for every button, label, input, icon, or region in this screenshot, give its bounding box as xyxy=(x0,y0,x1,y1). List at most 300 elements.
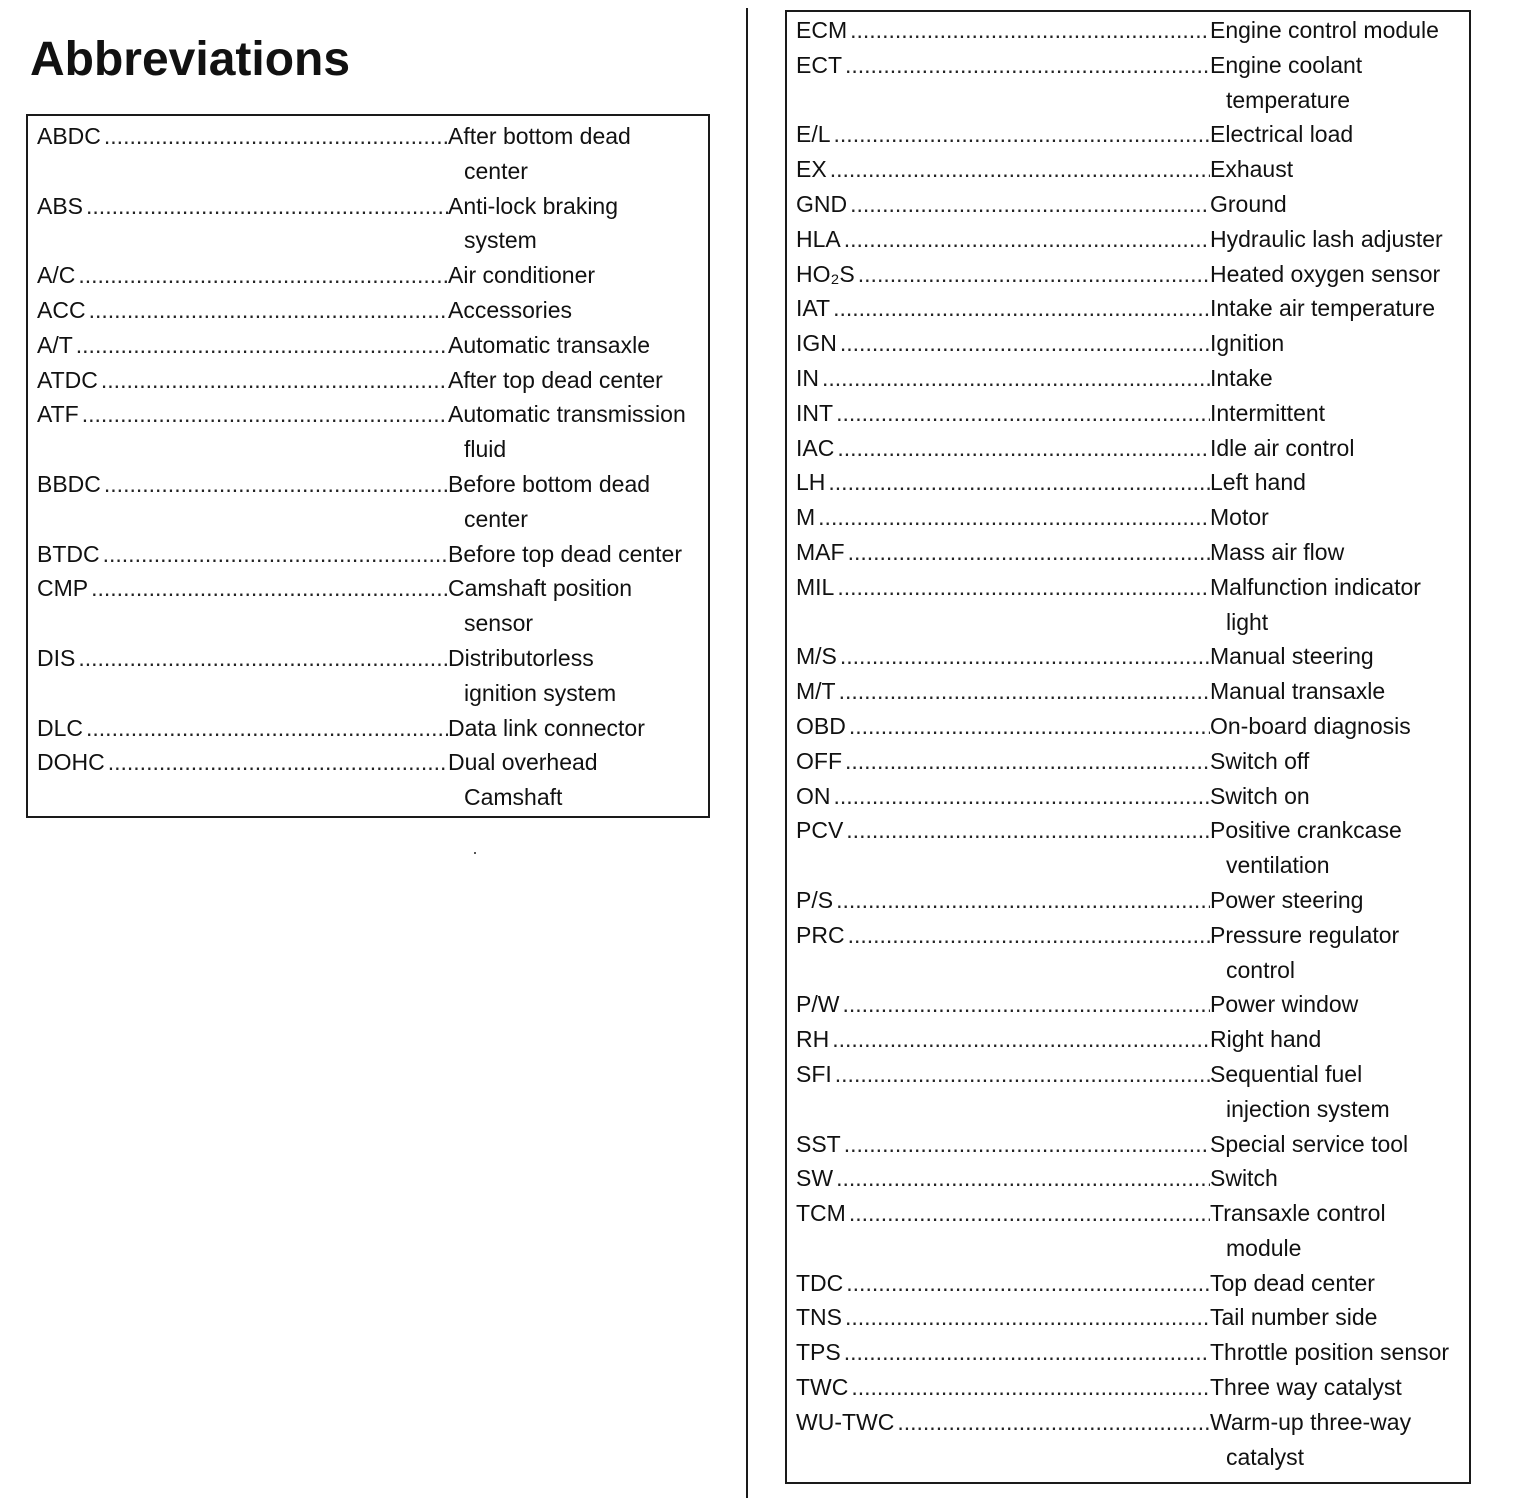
abbreviation-term: M/T xyxy=(796,678,836,705)
meaning-line-1: Intake air temperature xyxy=(1210,295,1436,322)
abbreviation-row xyxy=(787,326,1469,361)
dot-leader xyxy=(89,293,448,328)
abbreviation-term: DOHC xyxy=(37,749,105,776)
abbreviation-term-cell xyxy=(787,674,1210,709)
meaning-line-1: After top dead center xyxy=(448,366,663,393)
abbreviation-row xyxy=(787,639,1469,674)
abbreviation-meaning xyxy=(1210,813,1465,883)
abbreviation-row xyxy=(787,674,1469,709)
dot-leader xyxy=(830,152,1210,187)
meaning-line-2: Camshaft xyxy=(464,784,563,811)
abbreviation-term: TWC xyxy=(796,1374,849,1401)
dot-leader xyxy=(844,1335,1210,1370)
abbreviation-row xyxy=(28,641,708,711)
abbreviation-row xyxy=(787,1022,1469,1057)
dot-leader xyxy=(848,535,1210,570)
dot-leader xyxy=(834,779,1211,814)
abbreviation-term-cell xyxy=(28,397,448,467)
abbreviation-term: CMP xyxy=(37,575,89,602)
abbreviation-row xyxy=(787,257,1469,292)
abbreviation-term-cell xyxy=(787,1196,1210,1266)
abbreviation-term-cell xyxy=(787,117,1210,152)
meaning-line-1: Intake xyxy=(1210,364,1273,391)
abbreviation-row xyxy=(28,328,708,363)
abbreviation-term: IAT xyxy=(796,295,831,322)
abbreviation-row xyxy=(787,1405,1469,1475)
abbreviation-term-cell xyxy=(787,48,1210,118)
abbreviation-term-cell xyxy=(28,363,448,398)
abbreviation-row xyxy=(787,813,1469,883)
abbreviation-meaning xyxy=(1210,779,1465,814)
abbreviation-term: ABDC xyxy=(37,123,101,149)
abbreviation-meaning xyxy=(1210,570,1465,640)
abbreviation-row xyxy=(28,258,708,293)
meaning-line-1: Automatic transmission xyxy=(448,401,686,428)
dot-leader xyxy=(845,1300,1210,1335)
abbreviation-term-cell xyxy=(787,1022,1210,1057)
abbreviation-meaning xyxy=(1210,361,1465,396)
abbreviation-row xyxy=(787,431,1469,466)
dot-leader xyxy=(834,117,1210,152)
abbreviation-term-cell xyxy=(787,535,1210,570)
abbreviation-term-cell xyxy=(28,537,448,572)
abbreviation-row xyxy=(787,187,1469,222)
dot-leader xyxy=(851,1370,1210,1405)
dot-leader xyxy=(78,641,448,676)
dot-leader xyxy=(839,674,1210,709)
abbreviation-meaning xyxy=(1210,431,1465,466)
abbreviation-term: ON xyxy=(796,782,831,809)
dot-leader xyxy=(846,813,1210,848)
abbreviations-table-right xyxy=(785,10,1471,1484)
meaning-line-1: Top dead center xyxy=(1210,1269,1375,1296)
meaning-line-2: fluid xyxy=(464,436,507,463)
abbreviation-meaning xyxy=(1210,465,1465,500)
abbreviation-row xyxy=(787,987,1469,1022)
dot-leader xyxy=(833,291,1210,326)
dot-leader xyxy=(849,1196,1210,1231)
abbreviation-term-cell xyxy=(787,639,1210,674)
meaning-line-1: Special service tool xyxy=(1210,1130,1409,1157)
abbreviation-term-cell xyxy=(787,187,1210,222)
abbreviation-meaning xyxy=(1210,1335,1465,1370)
meaning-line-2: light xyxy=(1226,608,1269,635)
dot-leader xyxy=(828,465,1210,500)
meaning-line-1: Sequential fuel xyxy=(1210,1060,1363,1087)
abbreviation-meaning xyxy=(1210,674,1465,709)
meaning-line-2: module xyxy=(1226,1234,1302,1261)
meaning-line-1: Switch xyxy=(1210,1165,1278,1192)
dot-leader xyxy=(103,537,448,572)
abbreviation-term: E/L xyxy=(796,121,831,148)
abbreviation-meaning xyxy=(448,745,698,815)
meaning-line-1: Three way catalyst xyxy=(1210,1374,1402,1401)
abbreviation-row xyxy=(787,883,1469,918)
column-divider xyxy=(746,8,748,1498)
abbreviation-term: IGN xyxy=(796,330,837,357)
abbreviation-term: WU-TWC xyxy=(796,1408,895,1435)
abbreviation-row xyxy=(28,189,708,259)
meaning-line-1: Switch on xyxy=(1210,782,1310,809)
abbreviation-row xyxy=(28,711,708,746)
abbreviation-meaning xyxy=(1210,291,1465,326)
dot-leader xyxy=(844,1127,1210,1162)
abbreviation-term-cell xyxy=(787,813,1210,883)
abbreviation-term-cell xyxy=(787,779,1210,814)
abbreviation-term-cell xyxy=(787,257,1210,292)
abbreviation-term: SW xyxy=(796,1165,834,1192)
abbreviation-row xyxy=(787,48,1469,118)
meaning-line-1: Exhaust xyxy=(1210,156,1294,183)
abbreviation-row xyxy=(28,363,708,398)
abbreviation-term-cell xyxy=(787,918,1210,988)
abbreviation-meaning xyxy=(448,119,698,189)
abbreviation-meaning xyxy=(1210,744,1465,779)
abbreviation-row xyxy=(28,467,708,537)
abbreviation-row xyxy=(787,1335,1469,1370)
abbreviation-meaning xyxy=(448,571,698,641)
abbreviation-term: DLC xyxy=(37,714,84,741)
page-title: Abbreviations xyxy=(30,33,351,86)
meaning-line-2: sensor xyxy=(464,610,534,637)
abbreviation-term: ECM xyxy=(796,17,848,43)
abbreviation-term: DIS xyxy=(37,644,76,671)
abbreviation-term: TCM xyxy=(796,1200,846,1227)
meaning-line-1: Power window xyxy=(1210,991,1359,1018)
abbreviation-term-cell xyxy=(28,467,448,537)
abbreviation-term: SFI xyxy=(796,1060,832,1087)
abbreviation-term: P/W xyxy=(796,991,840,1018)
meaning-line-1: Transaxle control xyxy=(1210,1200,1386,1227)
abbreviation-row xyxy=(787,1300,1469,1335)
abbreviation-term-cell xyxy=(787,1161,1210,1196)
meaning-line-1: Idle air control xyxy=(1210,434,1355,461)
meaning-line-1: Anti-lock braking xyxy=(448,192,619,219)
abbreviation-term-cell xyxy=(28,711,448,746)
dot-leader xyxy=(837,570,1210,605)
abbreviation-row xyxy=(787,744,1469,779)
abbreviation-row xyxy=(28,537,708,572)
abbreviation-term-cell xyxy=(787,291,1210,326)
abbreviation-row xyxy=(787,1057,1469,1127)
abbreviation-term-cell xyxy=(28,119,448,189)
abbreviation-meaning xyxy=(448,397,698,467)
abbreviation-meaning xyxy=(1210,709,1465,744)
dot-leader xyxy=(837,431,1210,466)
abbreviation-term-cell xyxy=(787,1335,1210,1370)
abbreviation-meaning xyxy=(448,467,698,537)
meaning-line-1: Electrical load xyxy=(1210,121,1354,148)
abbreviation-term: TNS xyxy=(796,1304,842,1331)
abbreviation-row xyxy=(787,396,1469,431)
abbreviation-row xyxy=(787,361,1469,396)
abbreviation-term-cell xyxy=(787,1405,1210,1475)
dot-leader xyxy=(104,467,448,502)
abbreviation-row xyxy=(787,13,1469,48)
abbreviation-term-cell xyxy=(28,571,448,641)
dot-leader xyxy=(101,363,448,398)
abbreviation-term-cell xyxy=(787,396,1210,431)
meaning-line-1: Before top dead center xyxy=(448,540,682,567)
meaning-line-1: Switch off xyxy=(1210,747,1310,774)
meaning-line-1: Automatic transaxle xyxy=(448,331,650,358)
abbreviation-term-cell xyxy=(787,152,1210,187)
meaning-line-2: control xyxy=(1226,956,1296,983)
abbreviation-term: INT xyxy=(796,399,834,426)
abbreviation-term-cell xyxy=(28,293,448,328)
dot-leader xyxy=(858,257,1210,292)
abbreviation-row xyxy=(787,1161,1469,1196)
meaning-line-2: center xyxy=(464,157,528,184)
dot-leader xyxy=(897,1405,1210,1440)
abbreviation-row xyxy=(28,571,708,641)
meaning-line-1: Heated oxygen sensor xyxy=(1210,260,1441,287)
abbreviation-term: SST xyxy=(796,1130,841,1157)
abbreviation-term: LH xyxy=(796,469,826,496)
abbreviation-row xyxy=(787,291,1469,326)
abbreviation-term-cell xyxy=(28,641,448,711)
abbreviation-row xyxy=(28,119,708,189)
abbreviation-meaning xyxy=(1210,987,1465,1022)
meaning-line-1: Air conditioner xyxy=(448,262,596,289)
abbreviation-meaning xyxy=(1210,1266,1465,1301)
abbreviation-term: IN xyxy=(796,364,819,391)
abbreviation-row xyxy=(787,1266,1469,1301)
abbreviation-meaning xyxy=(1210,1057,1465,1127)
dot-leader xyxy=(842,987,1210,1022)
abbreviation-term: ACC xyxy=(37,296,86,323)
abbreviation-term: ATDC xyxy=(37,366,98,393)
abbreviation-term-cell xyxy=(787,361,1210,396)
abbreviation-meaning xyxy=(1210,117,1465,152)
abbreviation-term: A/T xyxy=(37,331,73,358)
meaning-line-1: Accessories xyxy=(448,296,572,323)
dot-leader xyxy=(86,189,448,224)
abbreviation-meaning xyxy=(448,711,698,746)
dot-leader xyxy=(848,918,1210,953)
meaning-line-1: Manual transaxle xyxy=(1210,678,1386,705)
abbreviation-meaning xyxy=(448,537,698,572)
abbreviation-row xyxy=(787,1370,1469,1405)
abbreviation-meaning xyxy=(1210,48,1465,118)
dot-leader xyxy=(108,745,448,780)
abbreviation-term-cell xyxy=(787,1127,1210,1162)
abbreviation-meaning xyxy=(448,328,698,363)
abbreviation-row xyxy=(787,709,1469,744)
meaning-line-1: Dual overhead xyxy=(448,749,598,776)
dot-leader xyxy=(840,639,1210,674)
abbreviation-term: MAF xyxy=(796,538,845,565)
abbreviation-row xyxy=(28,293,708,328)
abbreviation-term-cell xyxy=(787,570,1210,640)
dot-leader xyxy=(846,1266,1210,1301)
abbreviation-term-cell xyxy=(787,1057,1210,1127)
abbreviation-meaning xyxy=(1210,883,1465,918)
abbreviation-row xyxy=(787,1127,1469,1162)
abbreviation-meaning xyxy=(448,641,698,711)
abbreviation-term-cell xyxy=(787,326,1210,361)
abbreviation-term-cell xyxy=(787,222,1210,257)
abbreviation-term-cell xyxy=(28,189,448,259)
dot-leader xyxy=(845,48,1210,83)
abbreviation-meaning xyxy=(1210,1405,1465,1475)
meaning-line-1: Motor xyxy=(1210,504,1269,531)
abbreviation-row xyxy=(787,117,1469,152)
abbreviation-meaning xyxy=(448,293,698,328)
dot-leader xyxy=(76,328,448,363)
meaning-line-1: Ground xyxy=(1210,190,1287,217)
abbreviation-term: PRC xyxy=(796,921,845,948)
meaning-line-1: Manual steering xyxy=(1210,643,1374,670)
dot-leader xyxy=(845,744,1210,779)
abbreviation-term: EX xyxy=(796,156,827,183)
meaning-line-1: Data link connector xyxy=(448,714,645,741)
dot-leader xyxy=(82,397,448,432)
meaning-line-1: Throttle position sensor xyxy=(1210,1339,1450,1366)
abbreviation-meaning xyxy=(1210,257,1465,292)
abbreviation-meaning xyxy=(448,189,698,259)
abbreviation-term: A/C xyxy=(37,262,76,289)
meaning-line-1: Right hand xyxy=(1210,1026,1322,1053)
meaning-line-2: system xyxy=(464,227,537,254)
abbreviation-row xyxy=(787,222,1469,257)
abbreviation-row xyxy=(787,465,1469,500)
abbreviation-meaning xyxy=(1210,1196,1465,1266)
abbreviation-term-cell xyxy=(28,328,448,363)
dot-leader xyxy=(836,1161,1210,1196)
abbreviation-meaning xyxy=(1210,152,1465,187)
meaning-line-1: Pressure regulator xyxy=(1210,921,1400,948)
abbreviation-meaning xyxy=(1210,1161,1465,1196)
abbreviation-meaning xyxy=(1210,1370,1465,1405)
abbreviation-term: M xyxy=(796,504,816,531)
abbreviation-term: BTDC xyxy=(37,540,100,567)
abbreviation-term-cell xyxy=(787,1266,1210,1301)
dot-leader xyxy=(844,222,1210,257)
abbreviation-term-cell xyxy=(787,1370,1210,1405)
abbreviation-row xyxy=(28,745,708,815)
abbreviation-term-cell xyxy=(787,987,1210,1022)
dot-leader xyxy=(835,1057,1210,1092)
abbreviation-term: BBDC xyxy=(37,470,101,497)
abbreviation-term: P/S xyxy=(796,886,834,913)
dot-leader xyxy=(836,883,1210,918)
dot-leader xyxy=(822,361,1210,396)
abbreviation-row xyxy=(787,918,1469,988)
meaning-line-1: Malfunction indicator xyxy=(1210,573,1421,600)
abbreviation-term: GND xyxy=(796,190,848,217)
abbreviation-meaning xyxy=(1210,1300,1465,1335)
dot-leader xyxy=(91,571,448,606)
meaning-line-2: injection system xyxy=(1226,1095,1390,1122)
dot-leader xyxy=(850,13,1210,48)
abbreviation-row xyxy=(787,570,1469,640)
dot-leader xyxy=(86,711,448,746)
abbreviation-term: OBD xyxy=(796,712,846,739)
abbreviation-term: RH xyxy=(796,1026,830,1053)
abbreviation-term: OFF xyxy=(796,747,842,774)
abbreviation-term-cell xyxy=(787,500,1210,535)
abbreviation-meaning xyxy=(1210,1127,1465,1162)
meaning-line-1: After bottom dead xyxy=(448,123,631,149)
abbreviation-term-cell xyxy=(787,744,1210,779)
meaning-line-2: catalyst xyxy=(1226,1443,1304,1470)
meaning-line-1: Engine coolant xyxy=(1210,51,1363,78)
meaning-line-1: Warm-up three-way xyxy=(1210,1408,1412,1435)
meaning-line-1: Hydraulic lash adjuster xyxy=(1210,225,1443,252)
abbreviation-term-cell xyxy=(787,431,1210,466)
abbreviation-term-cell xyxy=(28,258,448,293)
dot-leader xyxy=(818,500,1210,535)
meaning-line-1: Engine control module xyxy=(1210,17,1439,43)
abbreviation-row xyxy=(28,397,708,467)
abbreviation-row xyxy=(787,779,1469,814)
meaning-line-2: ventilation xyxy=(1226,852,1330,879)
dot-leader xyxy=(78,258,448,293)
abbreviation-term: IAC xyxy=(796,434,835,461)
abbreviation-term: HLA xyxy=(796,225,841,252)
abbreviation-term-cell xyxy=(787,1300,1210,1335)
abbreviation-row xyxy=(787,1196,1469,1266)
meaning-line-2: ignition system xyxy=(464,679,617,706)
abbreviation-row xyxy=(787,535,1469,570)
abbreviation-term: PCV xyxy=(796,817,844,844)
abbreviation-meaning xyxy=(1210,1022,1465,1057)
abbreviation-term-cell xyxy=(787,13,1210,48)
abbreviation-meaning xyxy=(1210,639,1465,674)
abbreviation-term: ECT xyxy=(796,51,842,78)
dot-leader xyxy=(849,709,1210,744)
meaning-line-1: Mass air flow xyxy=(1210,538,1345,565)
meaning-line-2: temperature xyxy=(1226,86,1351,113)
abbreviation-row xyxy=(787,500,1469,535)
meaning-line-1: Distributorless xyxy=(448,644,594,671)
abbreviation-row xyxy=(787,152,1469,187)
abbreviation-meaning xyxy=(1210,396,1465,431)
abbreviation-term: M/S xyxy=(796,643,837,670)
abbreviation-meaning xyxy=(1210,918,1465,988)
meaning-line-2: center xyxy=(464,505,528,532)
dot-leader xyxy=(850,187,1210,222)
abbreviation-meaning xyxy=(1210,500,1465,535)
abbreviation-term: TPS xyxy=(796,1339,841,1366)
abbreviation-meaning xyxy=(1210,535,1465,570)
abbreviation-meaning xyxy=(448,363,698,398)
meaning-line-1: Positive crankcase xyxy=(1210,817,1402,844)
meaning-line-1: Power steering xyxy=(1210,886,1364,913)
meaning-line-1: Ignition xyxy=(1210,330,1285,357)
abbreviation-term-cell xyxy=(787,465,1210,500)
dot-leader xyxy=(832,1022,1210,1057)
meaning-line-1: Camshaft position xyxy=(448,575,633,602)
abbreviation-meaning xyxy=(448,258,698,293)
abbreviation-meaning xyxy=(1210,222,1465,257)
abbreviation-term: HO₂S xyxy=(796,260,855,287)
meaning-line-1: Before bottom dead xyxy=(448,470,651,497)
dot-leader xyxy=(104,119,448,154)
dot-leader xyxy=(836,396,1210,431)
meaning-line-1: Tail number side xyxy=(1210,1304,1378,1331)
abbreviation-term: TDC xyxy=(796,1269,844,1296)
abbreviation-term: ATF xyxy=(37,401,79,428)
abbreviation-term-cell xyxy=(28,745,448,815)
abbreviations-table-left xyxy=(26,114,710,818)
meaning-line-1: Intermittent xyxy=(1210,399,1326,426)
abbreviation-meaning xyxy=(1210,326,1465,361)
meaning-line-1: On-board diagnosis xyxy=(1210,712,1411,739)
abbreviation-meaning xyxy=(1210,187,1465,222)
meaning-line-1: Left hand xyxy=(1210,469,1306,496)
